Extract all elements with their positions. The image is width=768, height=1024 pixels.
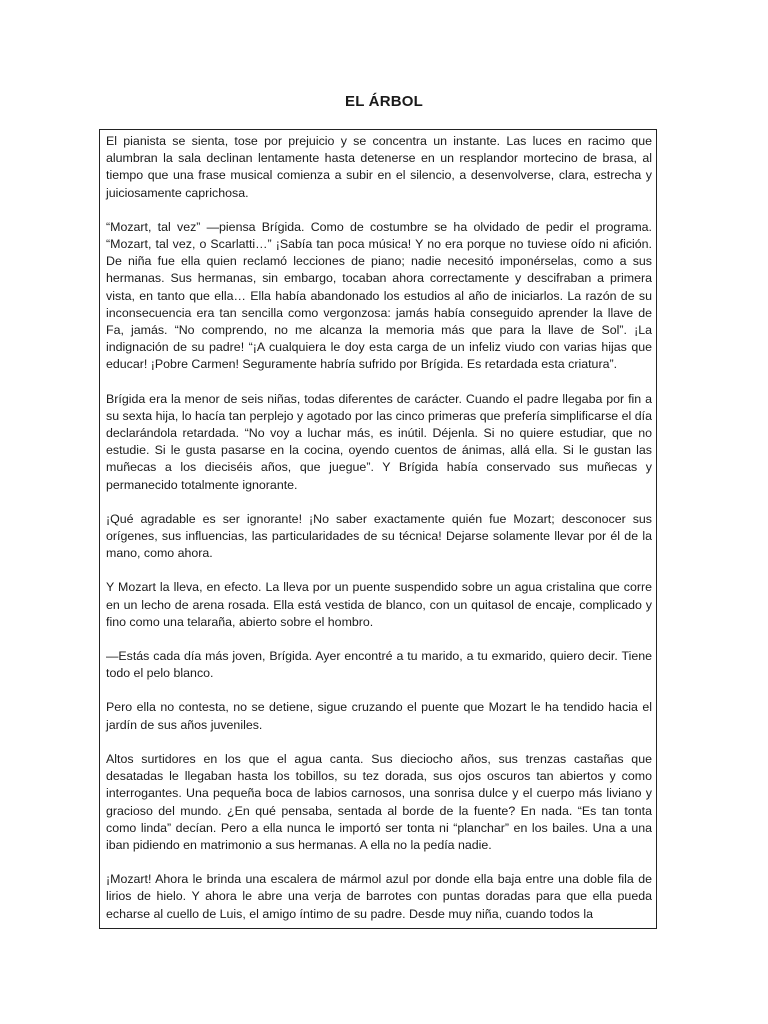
paragraph: ¡Qué agradable es ser ignorante! ¡No saber exactamente quién fue Mozart; desconocer sus orígenes, sus influencias, las particularidades de su técnica! Dejarse solamente llevar por él de la mano, como ahora. [106, 511, 652, 561]
paragraph: “Mozart, tal vez” —piensa Brígida. Como de costumbre se ha olvidado de pedir el programa. “Mozart, tal vez, o Scarlatti…” ¡Sabía tan poca música! Y no era porque no tuviese oído ni afición. De niña fue ella quien reclamó lecciones de piano; nadie necesitó imponérselas, como a sus hermanas. Sus hermanas, sin embargo, tocaban ahora correctamente y descifraban a primera vista, en tanto que ella… Ella había abandonado los estudios al año de iniciarlos. La razón de su inconsecuencia era tan sencilla como vergonzosa: jamás había conseguido aprender la llave de Fa, jamás. “No comprendo, no me alcanza la memoria más que para la llave de Sol”. ¡La indignación de su padre! “¡A cualquiera le doy esta carga de un infeliz viudo con varias hijas que educar! ¡Pobre Carmen! Seguramente habría sufrido por Brígida. Es retardada esta criatura”. [106, 219, 652, 372]
paragraph: Pero ella no contesta, no se detiene, sigue cruzando el puente que Mozart le ha tendido hacia el jardín de sus años juveniles. [106, 700, 652, 732]
paragraph: ¡Mozart! Ahora le brinda una escalera de mármol azul por donde ella baja entre una doble fila de lirios de hielo. Y ahora le abre una verja de barrotes con puntas doradas para que ella pueda echarse al cuello de Luis, el amigo íntimo de su padre. Desde muy niña, cuando todos la [106, 872, 652, 921]
text-box [99, 129, 657, 929]
document-title: EL ÁRBOL [345, 93, 423, 110]
paragraph: Y Mozart la lleva, en efecto. La lleva por un puente suspendido sobre un agua cristalina que corre en un lecho de arena rosada. Ella está vestida de blanco, con un quitasol de encaje, complicado y fino como una telaraña, abierto sobre el hombro. [106, 580, 652, 629]
paragraph: —Estás cada día más joven, Brígida. Ayer encontré a tu marido, a tu exmarido, quiero decir. Tiene todo el pelo blanco. [106, 649, 652, 681]
paragraph: Altos surtidores en los que el agua canta. Sus dieciocho años, sus trenzas castañas que desatadas le llegaban hasta los tobillos, su tez dorada, sus ojos oscuros tan abiertos y como interrogantes. Una pequeña boca de labios carnosos, una sonrisa dulce y el cuerpo más liviano y gracioso del mundo. ¿En qué pensaba, sentada al borde de la fuente? En nada. “Es tan tonta como linda” decían. Pero a ella nunca le importó ser tonta ni “planchar” en los bailes. Una a una iban pidiendo en matrimonio a sus hermanas. A ella no la pedía nadie. [106, 751, 652, 852]
paragraph: Brígida era la menor de seis niñas, todas diferentes de carácter. Cuando el padre llegaba por fin a su sexta hija, lo hacía tan perplejo y agotado por las cinco primeras que prefería simplificarse el día declarándola retardada. “No voy a luchar más, es inútil. Déjenla. Si no quiere estudiar, que no estudie. Si le gusta pasarse en la cocina, oyendo cuentos de ánimas, allá ella. Si le gustan las muñecas a los dieciséis años, que juegue”. Y Brígida había conservado sus muñecas y permanecido totalmente ignorante. [106, 391, 652, 492]
paragraph: El pianista se sienta, tose por prejuicio y se concentra un instante. Las luces en racimo que alumbran la sala declinan lentamente hasta detenerse en un resplandor mortecino de brasa, al tiempo que una frase musical comienza a subir en el silencio, a desenvolverse, clara, estrecha y juiciosamente caprichosa. [106, 134, 652, 200]
